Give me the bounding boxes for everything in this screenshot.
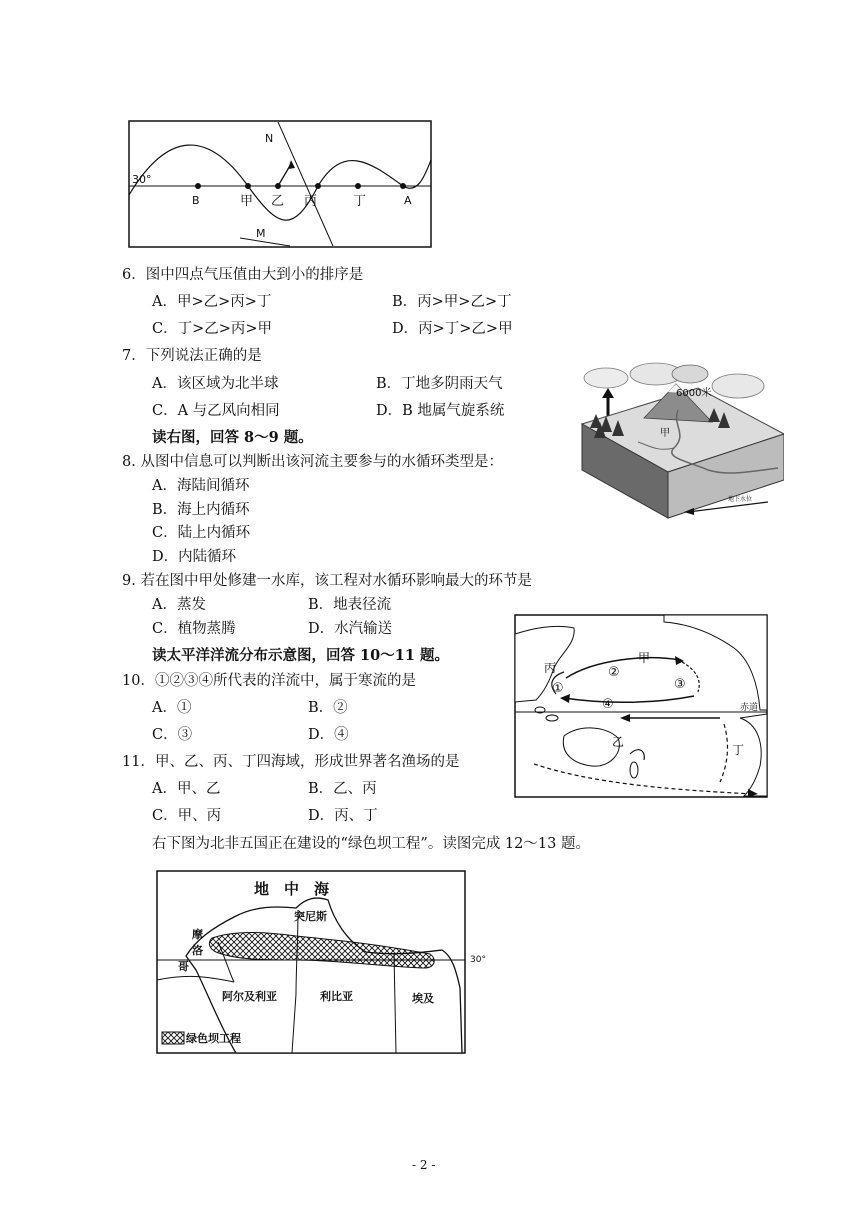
label-mediterranean: 地 中 海	[254, 880, 330, 898]
q11-option-b: B．乙、丙	[308, 781, 377, 797]
legend-label: 绿色坝工程	[186, 1032, 241, 1045]
point-yi	[275, 183, 281, 189]
label-morocco-1: 摩	[192, 928, 203, 941]
north-africa-map	[156, 870, 496, 1054]
point-a	[400, 183, 406, 189]
label-yi: 乙	[271, 194, 285, 209]
q8-option-b: B．海上内循环	[152, 502, 250, 518]
q8-option-c: C．陆上内循环	[152, 525, 251, 541]
label-m: M	[256, 227, 266, 240]
read-instruction-10-11: 读太平洋洋流分布示意图，回答 10～11 题。	[152, 647, 449, 664]
q9-option-d: D．水汽输送	[308, 621, 393, 637]
label-ding: 丁	[732, 743, 745, 757]
point-ding	[355, 183, 361, 189]
q11-option-c: C．甲、丙	[152, 808, 222, 824]
label-morocco-3: 哥	[178, 960, 189, 973]
q11-stem: 11．甲、乙、丙、丁四海域，形成世界著名渔场的是	[122, 754, 460, 770]
label-c1: ①	[552, 681, 564, 696]
label-algeria: 阿尔及利亚	[222, 990, 277, 1003]
label-b: B	[192, 194, 200, 207]
q6-option-b: B．丙>甲>乙>丁	[392, 294, 512, 310]
label-jia: 甲	[638, 651, 651, 665]
q11-option-d: D．丙、丁	[308, 808, 378, 824]
label-c3: ③	[674, 677, 686, 692]
label-egypt: 埃及	[412, 992, 434, 1005]
q7-option-b: B．丁地多阴雨天气	[376, 376, 503, 392]
label-yi: 乙	[612, 735, 625, 749]
label-jia: 甲	[660, 428, 670, 439]
new-zealand	[630, 762, 638, 778]
point-b	[195, 183, 201, 189]
q6-option-d: D．丙>丁>乙>甲	[392, 321, 513, 337]
q10-option-c: C．③	[152, 727, 193, 743]
legend-swatch	[162, 1032, 184, 1044]
label-bing: 丙	[544, 661, 557, 675]
q10-option-b: B．②	[308, 700, 348, 716]
cloud-icon	[672, 365, 708, 383]
q9-option-a: A．蒸发	[152, 597, 206, 613]
island	[546, 715, 558, 721]
q8-option-a: A．海陆间循环	[152, 478, 250, 494]
label-30-deg: 30°	[470, 955, 486, 965]
q10-stem: 10．①②③④所代表的洋流中，属于寒流的是	[122, 673, 416, 689]
q10-option-a: A．①	[152, 700, 192, 716]
page-number: - 2 -	[412, 1158, 436, 1172]
pressure-diagram	[128, 120, 432, 248]
groundwater-label: 地下水位	[728, 496, 753, 503]
label-lat: 30°	[132, 173, 152, 186]
q11-option-a: A．甲、乙	[152, 781, 221, 797]
label-ding: 丁	[353, 194, 367, 209]
q6-option-a: A．甲>乙>丙>丁	[152, 294, 272, 310]
q7-stem: 7．下列说法正确的是	[122, 348, 262, 364]
label-a: A	[404, 194, 412, 207]
cloud-icon	[712, 374, 764, 398]
pacific-currents-map	[514, 614, 768, 798]
q6-option-c: C．丁>乙>丙>甲	[152, 321, 273, 337]
q7-option-a: A．该区域为北半球	[152, 376, 279, 392]
q7-option-c: C．A 与乙风向相同	[152, 403, 280, 419]
point-jia	[245, 183, 251, 189]
label-jia: 甲	[240, 194, 254, 209]
label-libya: 利比亚	[320, 990, 353, 1003]
q6-stem: 6．图中四点气压值由大到小的排序是	[122, 267, 364, 283]
label-n: N	[265, 132, 274, 145]
q8-option-d: D．内陆循环	[152, 549, 237, 565]
label-morocco-2: 洛	[192, 944, 203, 957]
label-bing: 丙	[304, 194, 318, 209]
water-cycle-diagram	[578, 362, 784, 520]
q10-option-d: D．④	[308, 727, 349, 743]
intro-12-13: 右下图为北非五国正在建设的“绿色坝工程”。读图完成 12～13 题。	[152, 836, 590, 852]
label-c2: ②	[608, 665, 620, 680]
label-equator: 赤道	[740, 703, 759, 713]
label-tunisia: 突尼斯	[294, 910, 327, 923]
cloud-icon	[584, 368, 628, 388]
height-label: 6000米	[676, 388, 712, 399]
read-instruction-8-9: 读右图，回答 8～9 题。	[152, 429, 313, 446]
q9-stem: 9. 若在图中甲处修建一水库，该工程对水循环影响最大的环节是	[122, 573, 532, 589]
q8-stem: 8. 从图中信息可以判断出该河流主要参与的水循环类型是：	[122, 454, 503, 470]
q7-option-d: D．B 地属气旋系统	[376, 403, 505, 419]
label-c4: ④	[602, 697, 614, 712]
arrow-up-icon	[602, 388, 614, 398]
q9-option-b: B．地表径流	[308, 597, 392, 613]
point-bing	[315, 183, 321, 189]
q9-option-c: C．植物蒸腾	[152, 621, 236, 637]
